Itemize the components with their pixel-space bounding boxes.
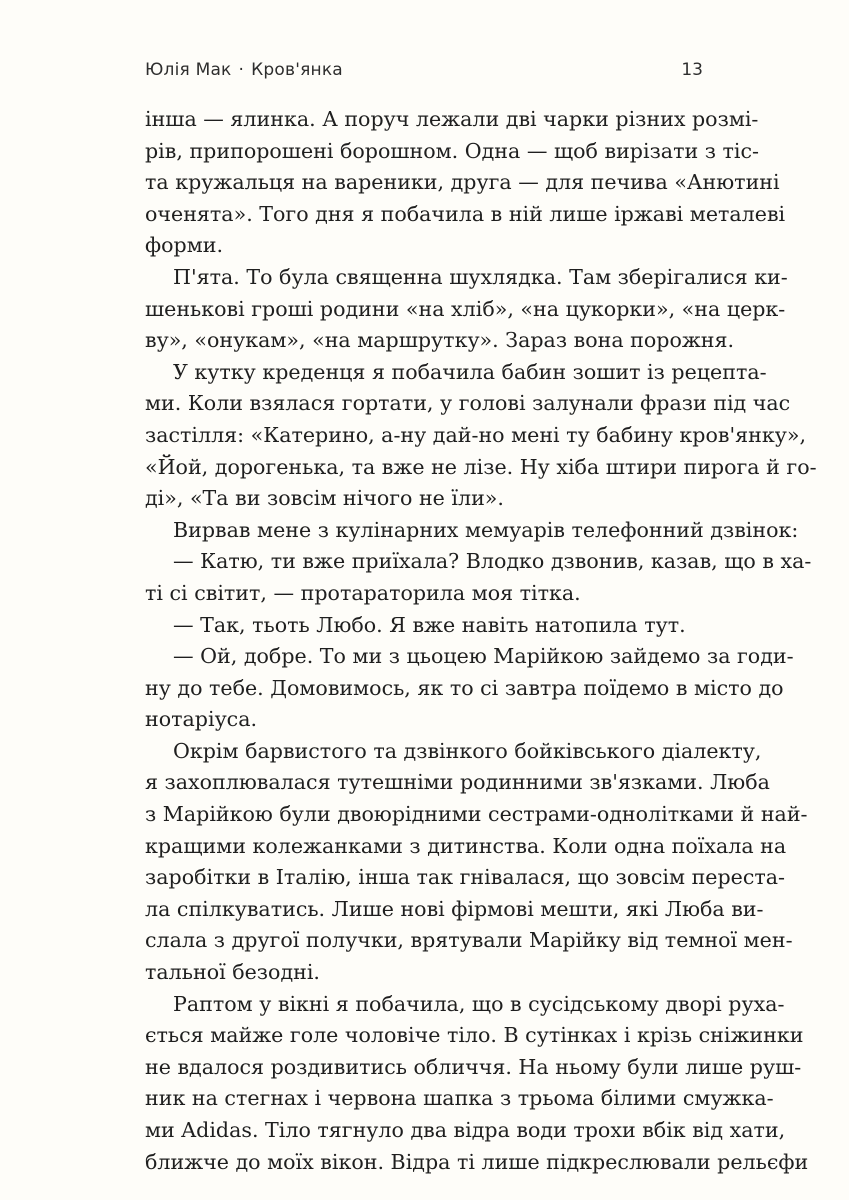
header-title: Кров'янка — [251, 60, 343, 80]
paragraph — [145, 736, 808, 989]
paragraph — [145, 989, 809, 1179]
text-line: заробітки в Італію, інша так гнівалася, що зовсім переста- — [145, 865, 786, 890]
text-line: нотаріуса. — [145, 707, 258, 732]
text-line: «Йой, дорогенька, та вже не лізе. Ну хіба штири пирога й го- — [145, 454, 817, 479]
text-line: ну до тебе. Домовимось, як то сі завтра поїдемо в місто до — [145, 675, 784, 700]
paragraph — [145, 515, 799, 547]
dialogue-paragraph — [145, 641, 794, 736]
text-line: Раптом у вікні я побачила, що в сусідському дворі руха- — [173, 991, 785, 1016]
text-line: Окрім барвистого та дзвінкого бойківського діалекту, — [173, 738, 762, 763]
text-line: ми Adidas. Тіло тягнуло два відра води трохи вбік від хати, — [145, 1118, 786, 1142]
text-line: не вдалося роздивитись обличчя. На ньому були лише руш- — [145, 1054, 802, 1079]
text-line: П'ята. То була священна шухлядка. Там зберігалися ки- — [173, 264, 788, 289]
text-line: ближче до моїх вікон. Відра ті лише підкреслювали рельєфи — [145, 1149, 809, 1174]
text-line: — Ой, добре. То ми з цьоцею Марійкою зайдемо за годи- — [173, 644, 794, 669]
text-line: ті сі світит, — протараторила моя тітка. — [145, 580, 581, 605]
body-text — [145, 104, 817, 1178]
text-line: кращими колежанками з дитинства. Коли одна поїхала на — [145, 833, 787, 858]
paragraph — [145, 262, 788, 357]
text-line: тальної безодні. — [145, 960, 320, 985]
text-line: — Катю, ти вже приїхала? Влодко дзвонив, казав, що в ха- — [173, 549, 812, 574]
text-line: — Так, тьоть Любо. Я вже навіть натопила тут. — [173, 612, 686, 637]
text-line: ді», «Та ви зовсім нічого не їли». — [145, 486, 504, 511]
paragraph — [145, 357, 817, 515]
text-line: рів, припорошені борошном. Одна — щоб вирізати з тіс- — [145, 138, 760, 163]
text-line: з Марійкою були двоюрідними сестрами-однолітками й най- — [145, 802, 808, 827]
text-line: У кутку креденця я побачила бабин зошит із рецепта- — [173, 359, 767, 384]
text-line: застілля: «Катерино, а-ну дай-но мені ту бабину кров'янку», — [145, 422, 806, 447]
text-line: ми. Коли взялася гортати, у голові залунали фрази під час — [145, 391, 791, 416]
paragraph — [145, 104, 786, 262]
text-line: оченята». Того дня я побачила в ній лише іржаві металеві — [145, 201, 786, 226]
text-line: ву», «онукам», «на маршрутку». Зараз вона порожня. — [145, 328, 735, 353]
text-line: та кружальця на вареники, друга — для печива «Анютині — [145, 170, 780, 195]
text-line: шенькові гроші родини «на хліб», «на цукорки», «на церк- — [145, 296, 786, 321]
text-line: ник на стегнах і червона шапка з трьома білими смужка- — [145, 1086, 774, 1111]
text-line: Вирвав мене з кулінарних мемуарів телефонний дзвінок: — [173, 517, 799, 542]
text-line: слала з другої получки, врятували Марійку від темної мен- — [145, 928, 793, 953]
text-line: я захоплювалася тутешніми родинними зв'язками. Люба — [145, 770, 770, 795]
text-line: форми. — [145, 233, 223, 258]
page-number: 13 — [681, 60, 703, 80]
text-line: інша — ялинка. А поруч лежали дві чарки різних розмі- — [145, 107, 759, 131]
dialogue-paragraph — [145, 546, 812, 609]
header-author: Юлія Мак — [145, 60, 232, 80]
header-separator: · — [238, 60, 245, 80]
dialogue-paragraph — [145, 610, 707, 642]
text-line: ється майже голе чоловіче тіло. В сутінках і крізь сніжинки — [145, 1023, 804, 1048]
running-header — [145, 60, 343, 80]
text-line: ла спілкуватись. Лише нові фірмові мешти, які Люба ви- — [145, 896, 764, 921]
